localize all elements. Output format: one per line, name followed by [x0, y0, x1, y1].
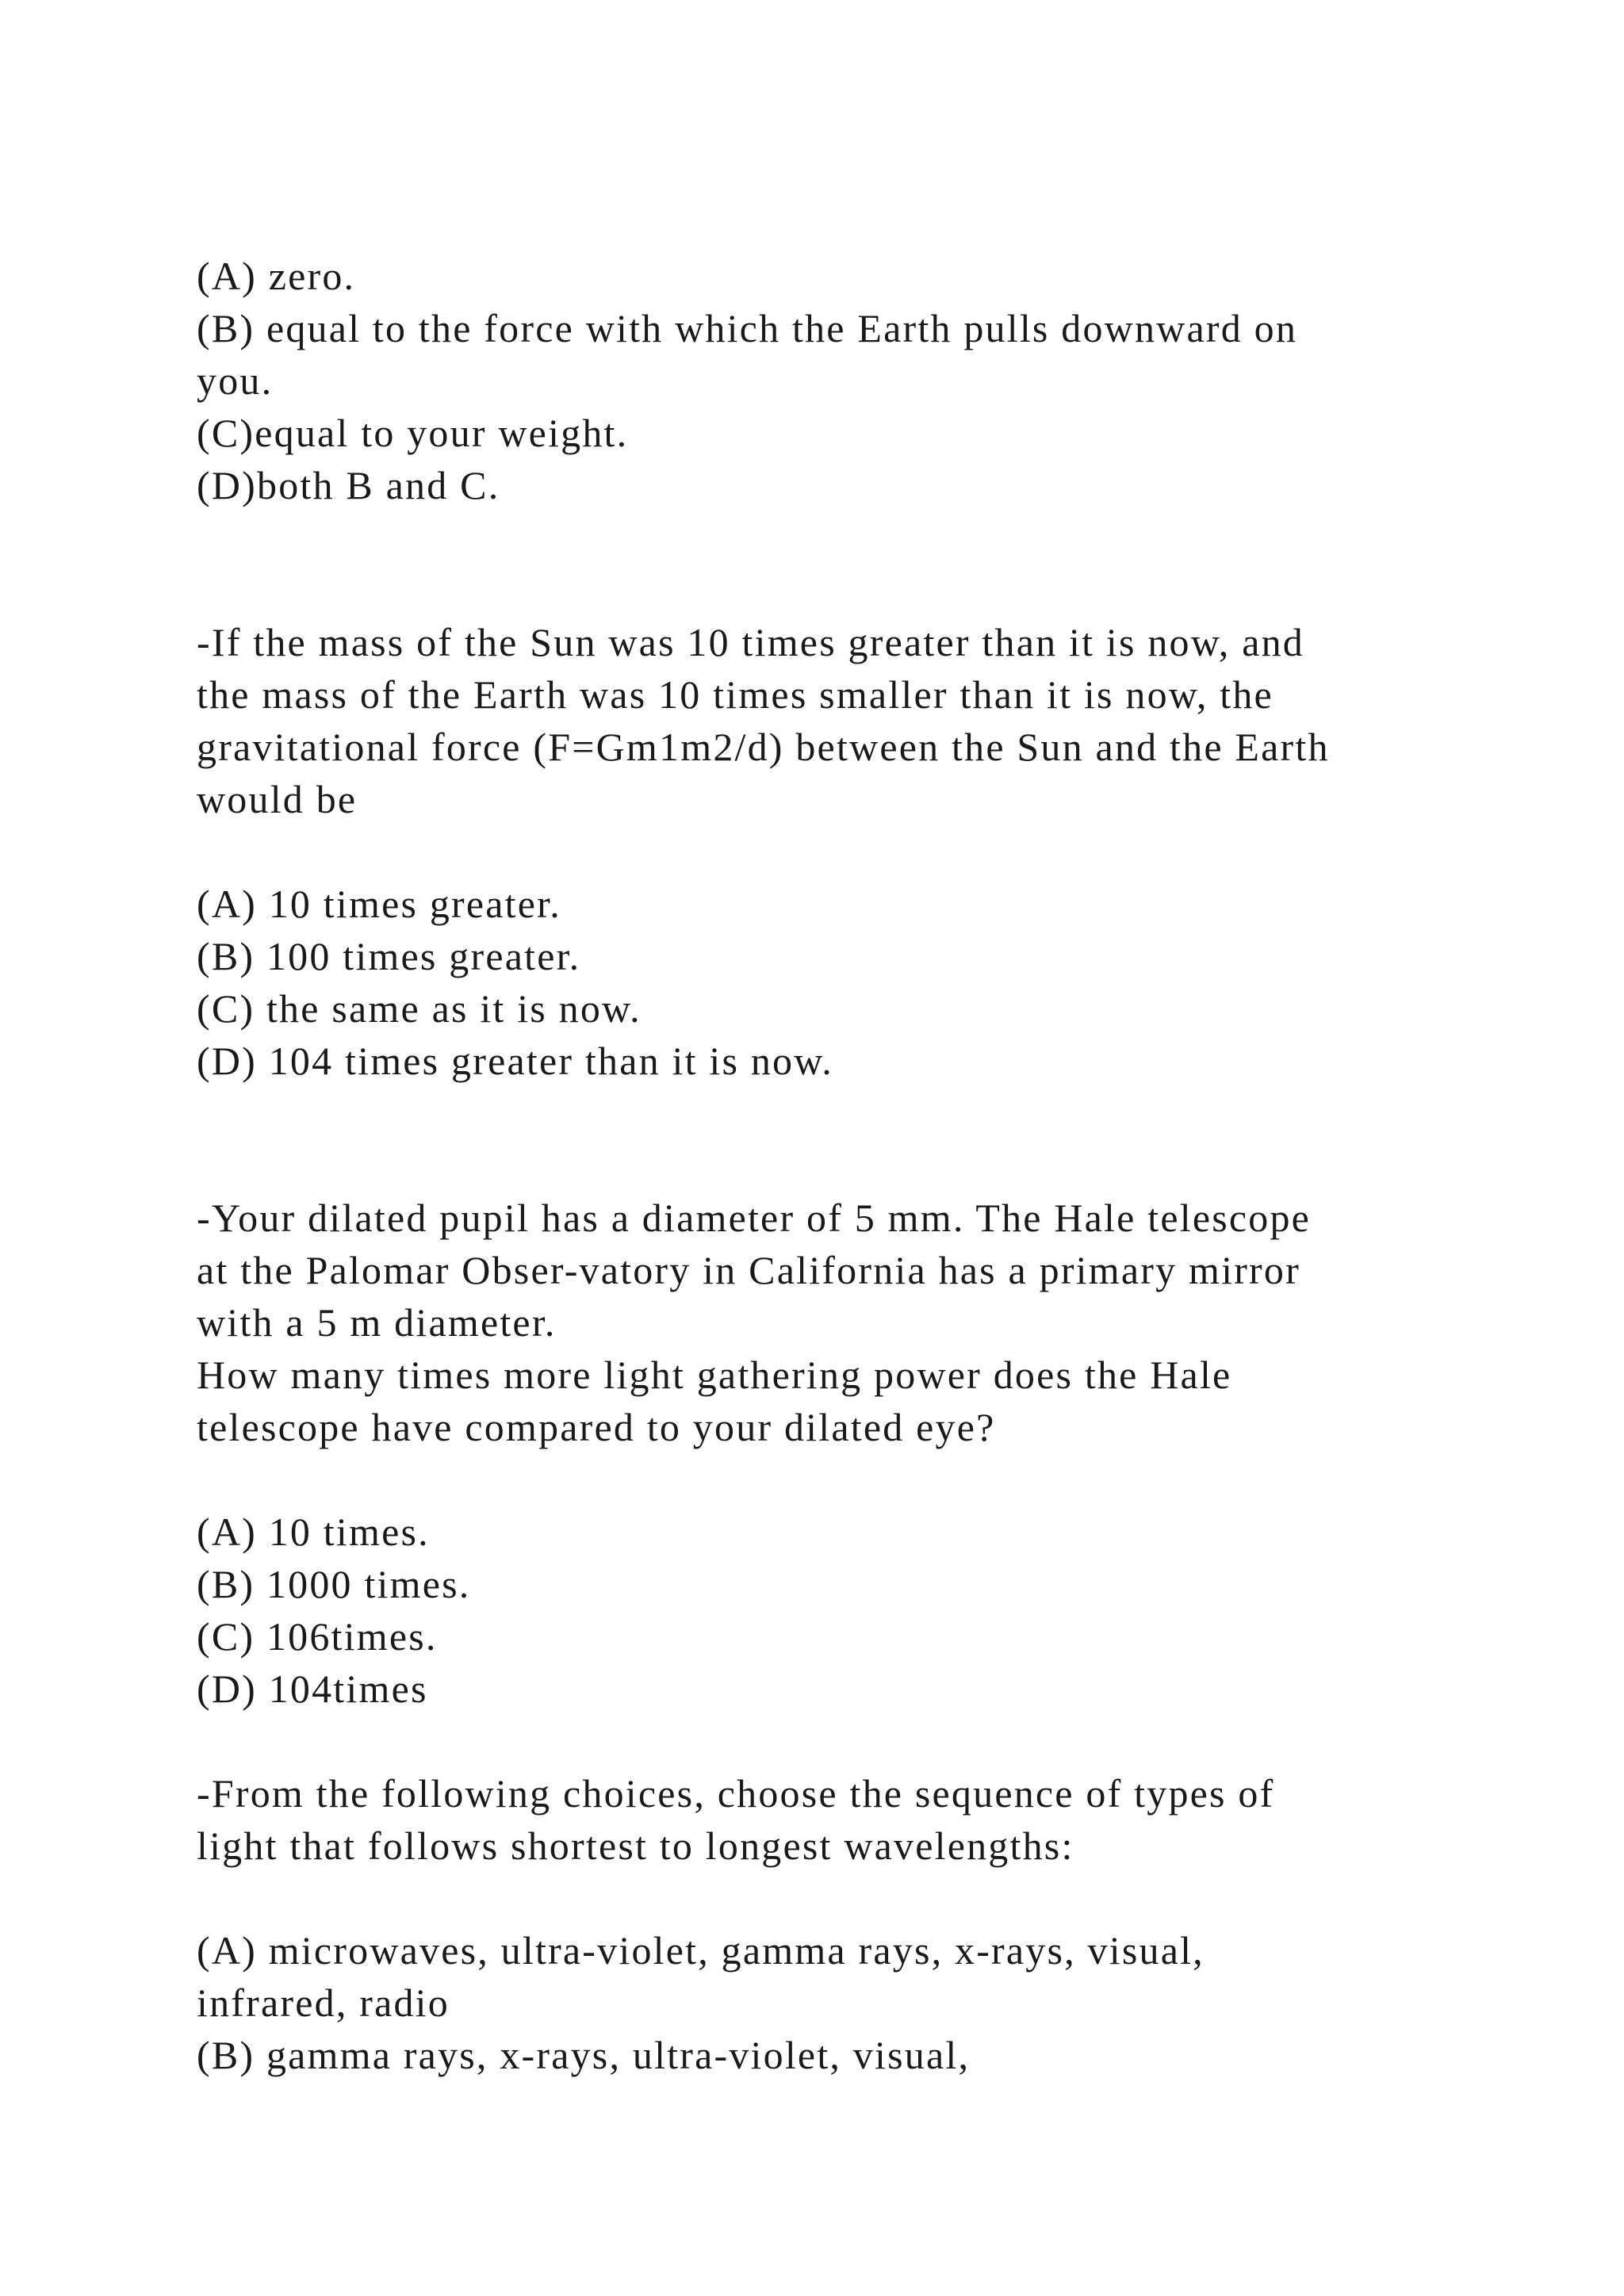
option-line: (C) 106times.: [197, 1614, 438, 1659]
option-line: (D) 104 times greater than it is now.: [197, 1039, 833, 1083]
question-text-line: would be: [197, 777, 358, 821]
option-line: (D) 104times: [197, 1667, 428, 1711]
previous-question-options: [197, 250, 1465, 511]
question-text-line: with a 5 m diameter.: [197, 1300, 557, 1345]
question-text-line: gravitational force (F=Gm1m2/d) between the Sun and the Earth: [197, 725, 1330, 769]
option-line: (A) 10 times.: [197, 1510, 430, 1554]
question-text-line: -From the following choices, choose the sequence of types of: [197, 1771, 1275, 1816]
option-line: (B) 100 times greater.: [197, 934, 581, 978]
question-wavelength: [197, 1767, 1465, 2081]
question-text-line: -If the mass of the Sun was 10 times greater than it is now, and: [197, 620, 1305, 664]
option-line: (C) the same as it is now.: [197, 986, 642, 1031]
question-telescope: [197, 1192, 1465, 1715]
option-line: (B) gamma rays, x-rays, ultra-violet, visual,: [197, 2033, 971, 2077]
option-line: (A) zero.: [197, 254, 356, 298]
option-line: (B) equal to the force with which the Earth pulls downward on: [197, 306, 1298, 350]
spacer: [197, 1453, 1465, 1506]
question-gravity: [197, 616, 1465, 1087]
option-line: (A) 10 times greater.: [197, 882, 561, 926]
option-line: (C)equal to your weight.: [197, 411, 629, 455]
option-line: infrared, radio: [197, 1980, 450, 2025]
spacer: [197, 1872, 1465, 1924]
option-line: (A) microwaves, ultra-violet, gamma rays, x-rays, visual,: [197, 1928, 1205, 1973]
option-line: (B) 1000 times.: [197, 1562, 471, 1606]
question-text-line: telescope have compared to your dilated eye?: [197, 1405, 996, 1449]
question-text-line: -Your dilated pupil has a diameter of 5 mm. The Hale telescope: [197, 1196, 1312, 1240]
spacer: [197, 1715, 1465, 1767]
question-text-line: light that follows shortest to longest wavelengths:: [197, 1823, 1074, 1868]
question-text-line: How many times more light gathering power does the Hale: [197, 1353, 1232, 1397]
question-text-line: at the Palomar Obser-vatory in California has a primary mirror: [197, 1248, 1300, 1292]
spacer: [197, 1087, 1465, 1192]
option-line: (D)both B and C.: [197, 463, 500, 507]
spacer: [197, 511, 1465, 616]
option-line: you.: [197, 358, 274, 403]
question-text-line: the mass of the Earth was 10 times smaller than it is now, the: [197, 672, 1274, 717]
spacer: [197, 825, 1465, 878]
document-body: [197, 250, 1465, 2081]
